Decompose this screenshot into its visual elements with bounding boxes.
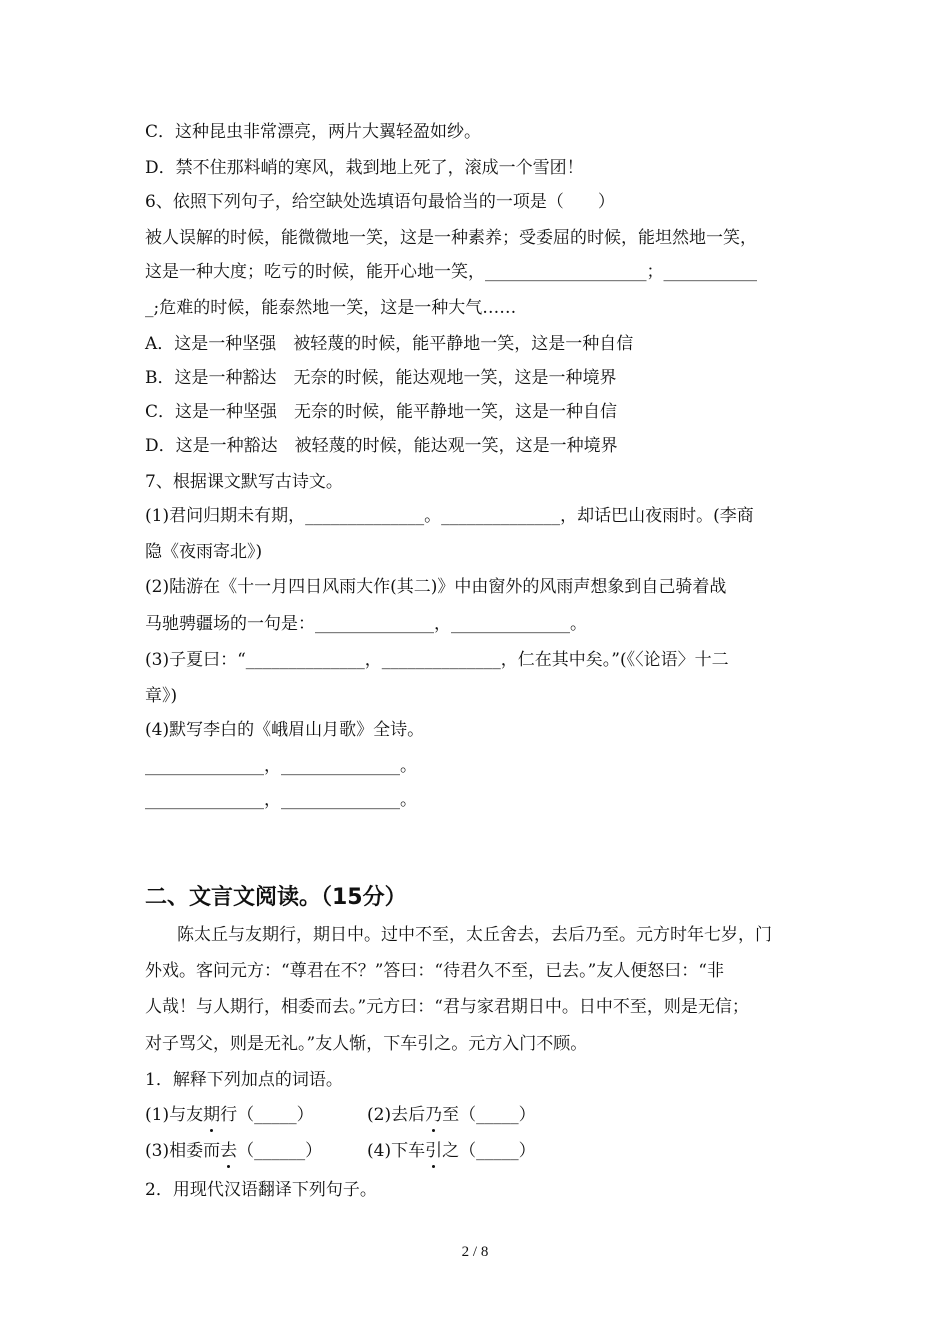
classical-passage-line: 外戏。客问元方：“尊君在不？”答曰：“待君久不至，已去。”友人便怒曰：“非 <box>145 961 724 981</box>
q6-option-a: A．这是一种坚强 被轻蔑的时候，能平静地一笑，这是一种自信 <box>145 334 634 354</box>
vocab-item-text: (4)下车 <box>367 1141 426 1161</box>
q7-answer-blank: ______________，______________。 <box>145 790 417 810</box>
vocab-item-2 <box>367 1103 536 1127</box>
vocab-item-text: (2)去后 <box>367 1105 426 1125</box>
q7-item-3: (3)子夏曰：“______________，______________，仁在其中矣。”(《〈论语〉十二 <box>145 650 729 670</box>
vocab-item-text: (3)相委而 <box>145 1141 221 1161</box>
vocab-item-3 <box>145 1139 322 1163</box>
vocab-item-blank: 行（_____） <box>220 1105 314 1125</box>
q7-item-1: (1)君问归期未有期，______________。______________，却话巴山夜雨时。(李商 <box>145 506 754 526</box>
dotted-character: 期 <box>203 1105 221 1125</box>
q7-item-2-cont: 马驰骋疆场的一句是：______________，______________。 <box>145 614 587 634</box>
vocab-item-blank: （______） <box>237 1141 323 1161</box>
section-heading: 二、文言文阅读。（15分） <box>145 885 407 910</box>
q5-option-d: D．禁不住那料峭的寒风，栽到地上死了，滚成一个雪团！ <box>145 158 584 178</box>
vocab-item-4 <box>367 1139 536 1163</box>
q7-item-2: (2)陆游在《十一月四日风雨大作(其二)》中由窗外的风雨声想象到自己骑着战 <box>145 577 727 597</box>
dotted-character: 乃 <box>425 1105 443 1125</box>
q6-passage-line: _;危难的时候，能泰然地一笑，这是一种大气…… <box>145 298 517 318</box>
classical-passage-line: 对子骂父，则是无礼。”友人惭，下车引之。元方入门不顾。 <box>145 1034 588 1054</box>
dotted-character: 去 <box>220 1141 238 1161</box>
q6-passage-line: 这是一种大度；吃亏的时候，能开心地一笑，___________________；___________ <box>145 262 757 282</box>
q6-option-b: B．这是一种豁达 无奈的时候，能达观地一笑，这是一种境界 <box>145 368 617 388</box>
sub-question-1-prompt: 1．解释下列加点的词语。 <box>145 1070 343 1090</box>
sub-question-2-prompt: 2．用现代汉语翻译下列句子。 <box>145 1180 377 1200</box>
q6-option-d: D．这是一种豁达 被轻蔑的时候，能达观一笑，这是一种境界 <box>145 436 618 456</box>
q5-option-c: C．这种昆虫非常漂亮，两片大翼轻盈如纱。 <box>145 122 482 142</box>
q7-answer-blank: ______________，______________。 <box>145 756 417 776</box>
q6-passage-line: 被人误解的时候，能微微地一笑，这是一种素养；受委屈的时候，能坦然地一笑， <box>145 228 757 248</box>
q7-item-1-cont: 隐《夜雨寄北》) <box>145 542 263 562</box>
q6-option-c: C．这是一种坚强 无奈的时候，能平静地一笑，这是一种自信 <box>145 402 618 422</box>
page-number: 2 / 8 <box>461 1244 489 1260</box>
vocab-item-1 <box>145 1103 314 1127</box>
q7-prompt: 7、根据课文默写古诗文。 <box>145 472 343 492</box>
q6-prompt: 6、依照下列句子，给空缺处选填语句最恰当的一项是（ ） <box>145 192 615 212</box>
classical-passage-line: 人哉！与人期行，相委而去。”元方曰：“君与家君期日中。日中不至，则是无信； <box>145 997 749 1017</box>
q7-item-3-cont: 章》) <box>145 686 178 706</box>
q7-item-4: (4)默写李白的《峨眉山月歌》全诗。 <box>145 720 425 740</box>
classical-passage-line: 陈太丘与友期行，期日中。过中不至，太丘舍去，去后乃至。元方时年七岁，门 <box>177 925 772 945</box>
dotted-character: 引 <box>425 1141 443 1161</box>
vocab-item-blank: 之（_____） <box>442 1141 536 1161</box>
vocab-item-blank: 至（_____） <box>442 1105 536 1125</box>
vocab-item-text: (1)与友 <box>145 1105 204 1125</box>
